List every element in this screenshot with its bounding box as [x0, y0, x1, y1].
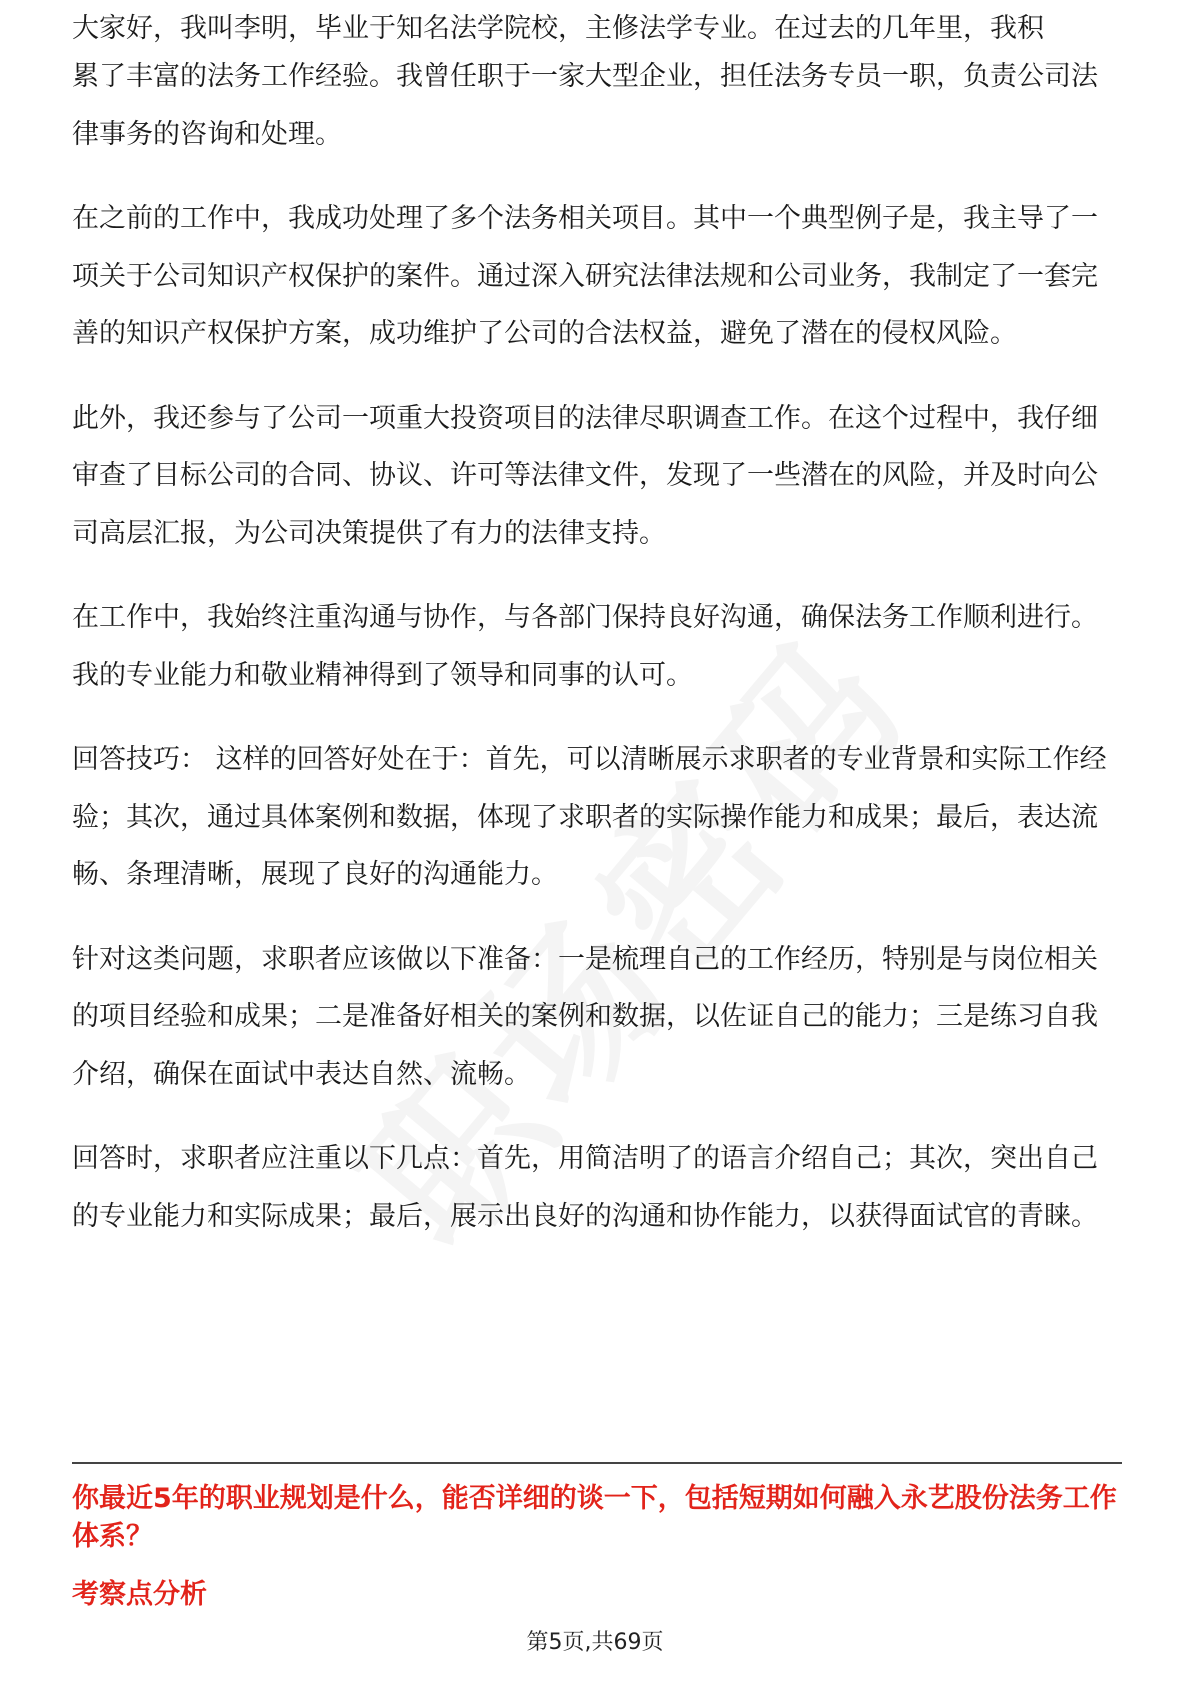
analysis-heading: 考察点分析	[72, 1579, 207, 1610]
answer-points-paragraph: 回答时，求职者应注重以下几点：首先，用简洁明了的语言介绍自己；其次，突出自己的专业能力和实际成果；最后，展示出良好的沟通和协作能力，以获得面试官的青睐。	[72, 1143, 1098, 1232]
interview-question: 你最近5年的职业规划是什么，能否详细的谈一下，包括短期如何融入永艺股份法务工作体系？	[72, 1483, 1117, 1552]
page-number: 第5页,共69页	[526, 1630, 664, 1655]
section-divider	[72, 1462, 1122, 1464]
answer-tips-paragraph: 回答技巧： 这样的回答好处在于：首先，可以清晰展示求职者的专业背景和实际工作经验；其次，通过具体案例和数据，体现了求职者的实际操作能力和成果；最后，表达流畅、条理清晰，展现了良好的沟通能力。	[72, 744, 1107, 890]
paragraph-4: 在工作中，我始终注重沟通与协作，与各部门保持良好沟通，确保法务工作顺利进行。我的专业能力和敬业精神得到了领导和同事的认可。	[72, 602, 1098, 691]
preparation-paragraph: 针对这类问题，求职者应该做以下准备：一是梳理自己的工作经历，特别是与岗位相关的项目经验和成果；二是准备好相关的案例和数据，以佐证自己的能力；三是练习自我介绍，确保在面试中表达自然、流畅。	[72, 943, 1098, 1090]
paragraph-3: 此外，我还参与了公司一项重大投资项目的法律尽职调查工作。在这个过程中，我仔细审查了目标公司的合同、协议、许可等法律文件，发现了一些潜在的风险，并及时向公司高层汇报，为公司决策提供了有力的法律支持。	[72, 402, 1098, 549]
cut-off-line: 大家好，我叫李明，毕业于知名法学院校，主修法学专业。在过去的几年里，我积	[72, 13, 1044, 44]
paragraph-1: 累了丰富的法务工作经验。我曾任职于一家大型企业，担任法务专员一职，负责公司法律事务的咨询和处理。	[72, 61, 1098, 150]
document-body	[72, 0, 1122, 1272]
paragraph-2: 在之前的工作中，我成功处理了多个法务相关项目。其中一个典型例子是，我主导了一项关于公司知识产权保护的案件。通过深入研究法律法规和公司业务，我制定了一套完善的知识产权保护方案，成功维护了公司的合法权益，避免了潜在的侵权风险。	[72, 203, 1098, 349]
